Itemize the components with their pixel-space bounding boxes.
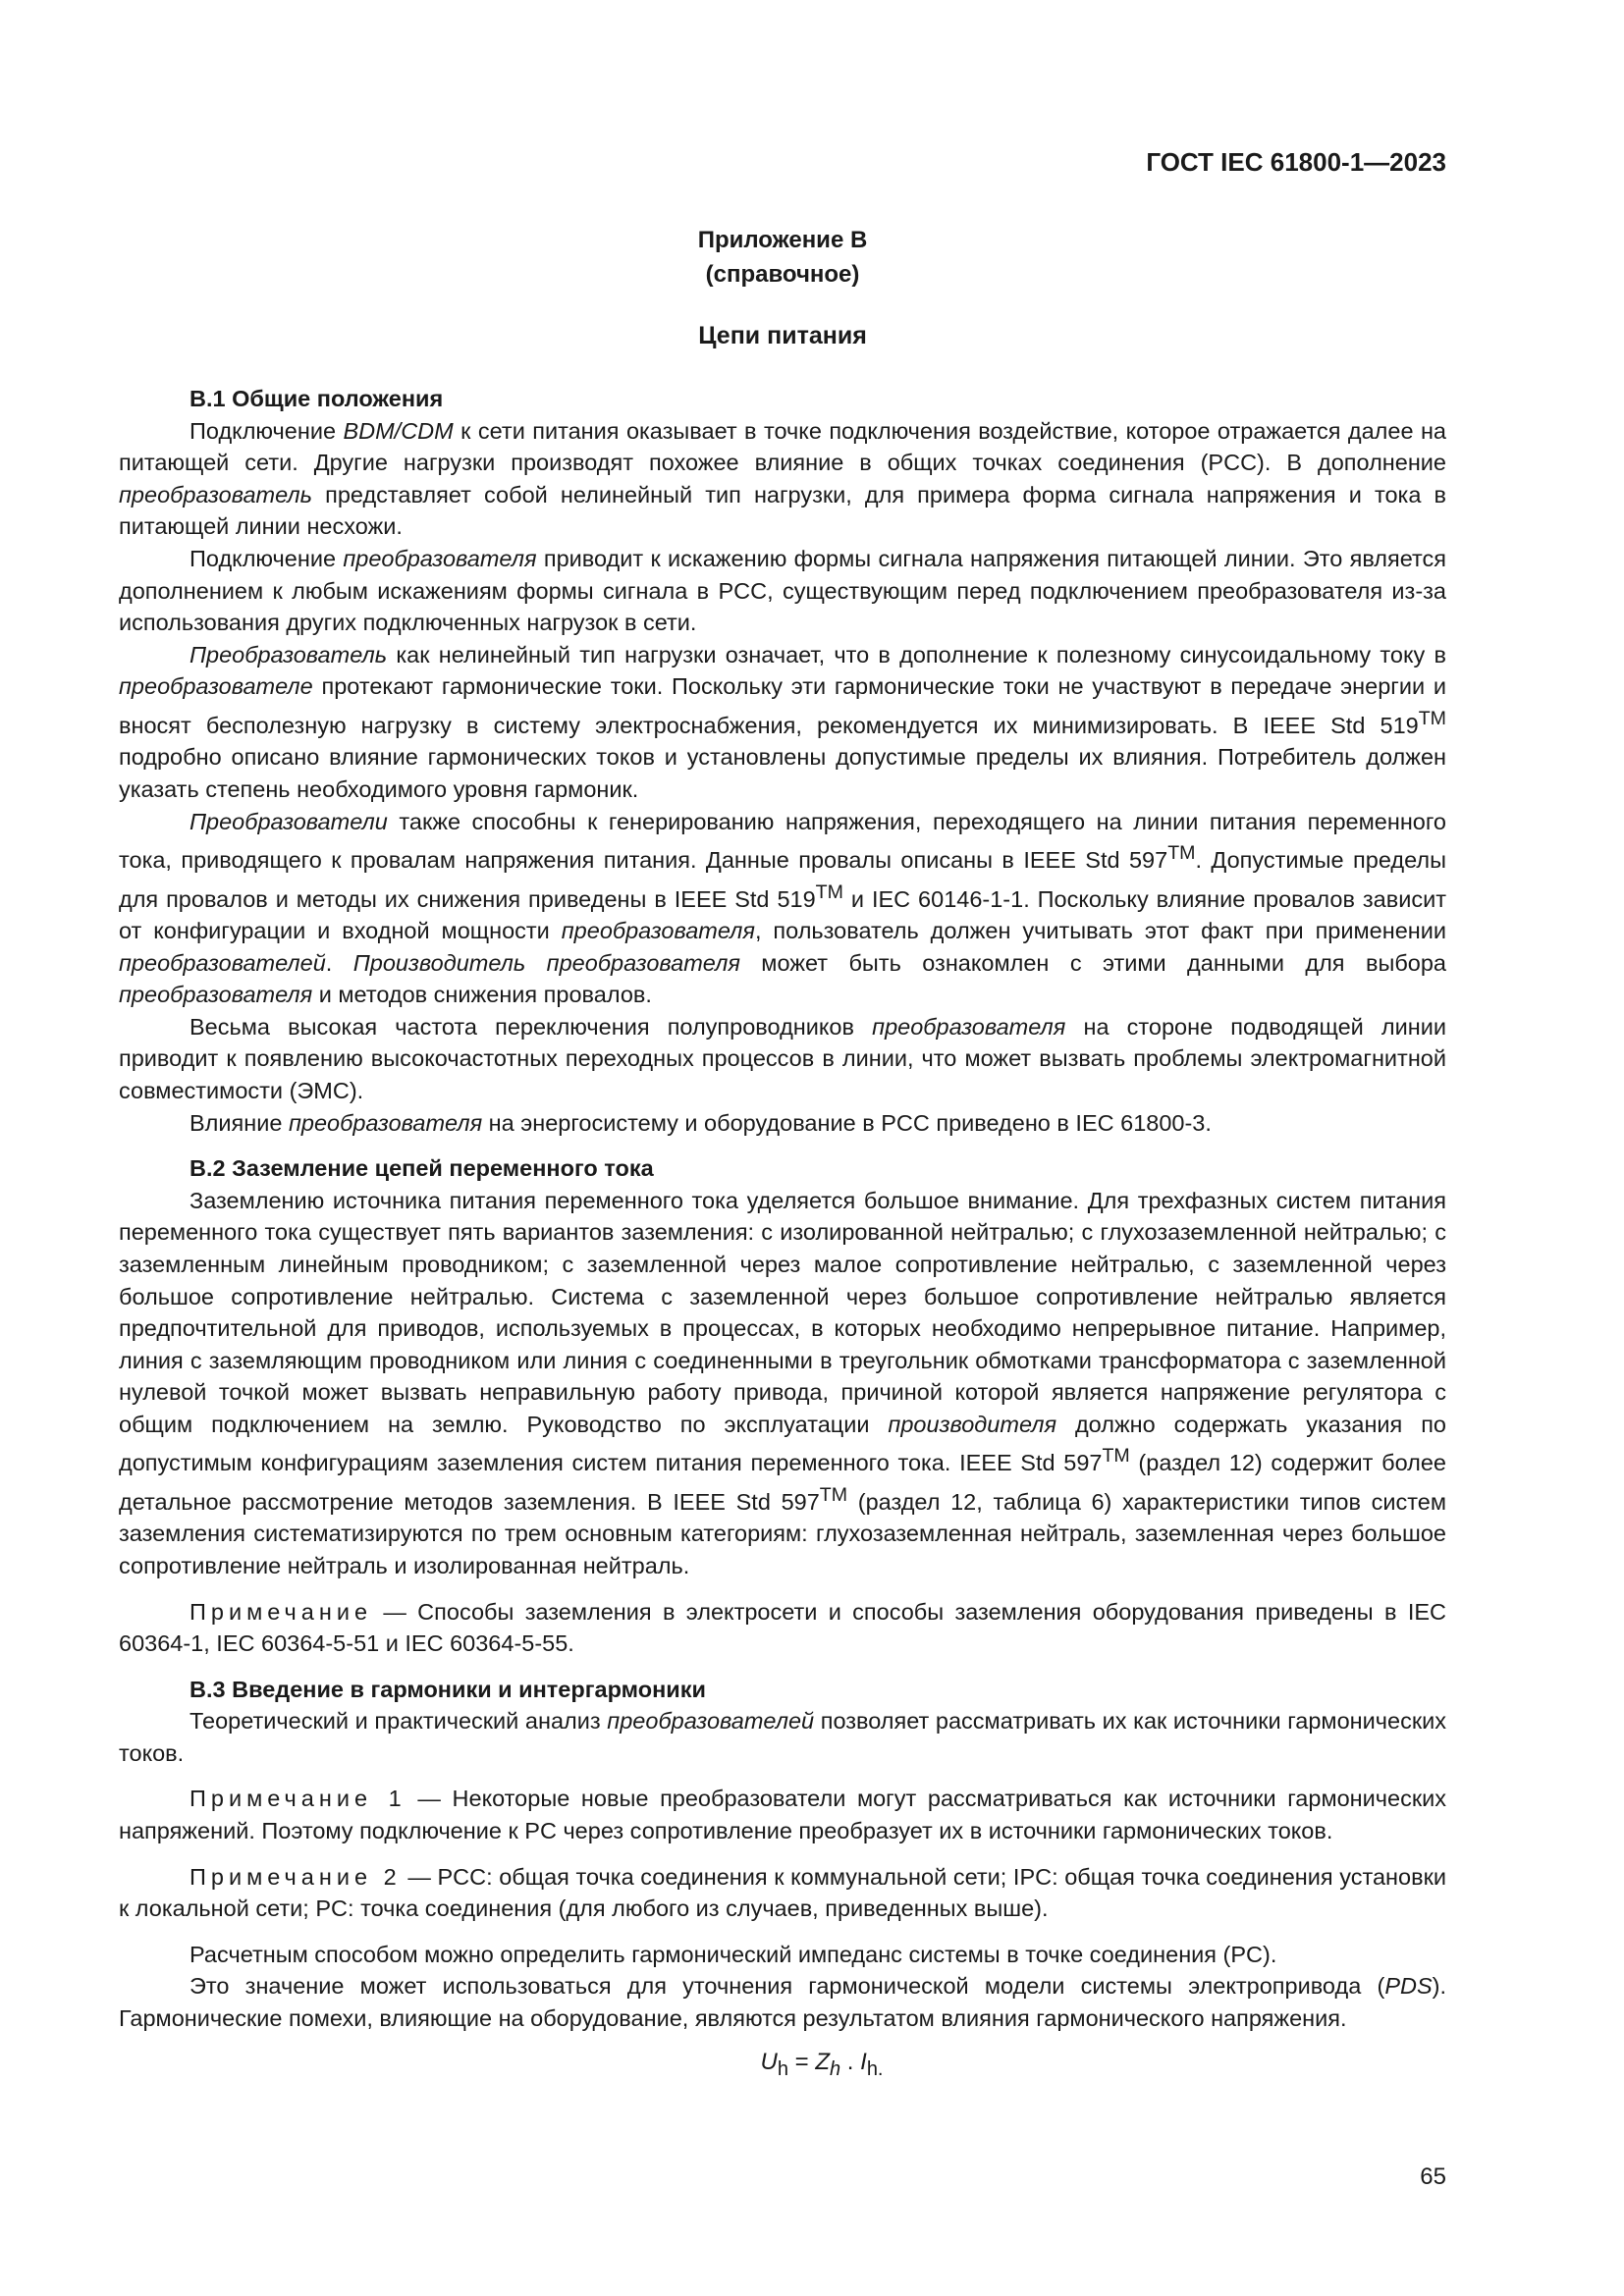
section-b2-heading: В.2 Заземление цепей переменного тока — [189, 1155, 654, 1182]
paragraph: Влияние преобразователя на энергосистему и оборудование в PCC приведено в IEC 61800-3. — [189, 1109, 1212, 1136]
note-text: — Некоторые новые преобразователи могут рассматриваться как источники гармонических напряжений. Поэтому подключение к PC через сопротивление преобразует их в источники гармонических токов. — [119, 1786, 1447, 1844]
note-text: — PCC: общая точка соединения к коммунальной сети; IPC: общая точка соединения установки к локальной сети; PC: точка соединения (для любого из случаев, приведенных выше). — [119, 1863, 1447, 1922]
note-2 — [119, 1861, 1446, 1925]
note-text: — Способы заземления в электросети и способы заземления оборудования приведены в IEC 60364-1, IEC 60364-5-51 и IEC 60364-5-55. — [119, 1598, 1446, 1657]
formula: $U_h = Z_h$ . $I_{h.}$ — [760, 2048, 884, 2080]
note-label: Примечание 2 — [189, 1863, 402, 1890]
paragraph: Заземлению источника питания переменного тока уделяется большое внимание. Для трехфазных систем питания переменного тока существует пять вариантов заземления: с изолированной нейтралью; с глухозаземленной нейтралью; с заземленным линейным проводником; с заземленной через малое сопротивление нейтралью, с заземленной через большое сопротивление нейтралью. Система с заземленной через большое сопротивление нейтралью является предпочтительной для приводов, используемых в процессах, в которых необходимо непрерывное питание. Например, линия с заземляющим проводником или линия с соединенными в треугольник обмотками трансформатора с заземленной нулевой точкой может вызвать неправильную работу привода, причиной которой является напряжение регулятора с общим подключением на землю. Руководство по эксплуатации производителя должно содержать указания по допустимым конфигурациям заземления систем питания переменного тока. IEEE Std 597™ (раздел 12) содержит более детальное рассмотрение методов заземления. В IEEE Std 597™ (раздел 12, таблица 6) характеристики типов систем заземления систематизируются по трем основным категориям: глухозаземленная нейтраль, заземленная через большое сопротивление нейтраль и изолированная нейтраль. — [119, 1187, 1446, 1578]
document-body — [119, 383, 1446, 2085]
paragraph: Весьма высокая частота переключения полупроводников преобразователя на стороне подводящей линии приводит к появлению высокочастотных переходных процессов в линии, что может вызвать проблемы электромагнитной совместимости (ЭМС). — [119, 1013, 1446, 1103]
section-b3-heading: В.3 Введение в гармоники и интергармоники — [189, 1676, 706, 1702]
paragraph: Подключение BDM/CDM к сети питания оказывает в точке подключения воздействие, которое отражается далее на питающей сети. Другие нагрузки производят похожее влияние в общих точках соединения (PCC). В дополнение преобразователь представляет собой нелинейный тип нагрузки, для примера форма сигнала напряжения и тока в питающей линии несхожи. — [119, 417, 1446, 540]
standard-id: ГОСТ IEC 61800-1—2023 — [1146, 147, 1446, 177]
paragraph: Преобразователь как нелинейный тип нагрузки означает, что в дополнение к полезному синусоидальному току в преобразователе протекают гармонические токи. Поскольку эти гармонические токи не участвуют в передаче энергии и вносят бесполезную нагрузку в систему электроснабжения, рекомендуется их минимизировать. В IEEE Std 519™ подробно описано влияние гармонических токов и установлены допустимые пределы их влияния. Потребитель должен указать степень необходимого уровня гармоник. — [119, 641, 1446, 802]
annex-type: (справочное) — [705, 261, 860, 288]
note-label: Примечание — [189, 1598, 373, 1625]
paragraph: Преобразователи также способны к генерированию напряжения, переходящего на линии питания переменного тока, приводящего к провалам напряжения питания. Данные провалы описаны в IEEE Std 597™. Допустимые пределы для провалов и методы их снижения приведены в IEEE Std 519™ и IEC 60146-1-1. Поскольку влияние провалов зависит от конфигурации и входной мощности преобразователя, пользователь должен учитывать этот факт при применении преобразователей. Производитель преобразователя может быть ознакомлен с этими данными для выбора преобразователя и методов снижения провалов. — [119, 808, 1447, 1008]
annex-title: Цепи питания — [698, 322, 867, 349]
note — [119, 1596, 1446, 1660]
annex-header — [119, 223, 1446, 292]
paragraph: Теоретический и практический анализ преобразователей позволяет рассматривать их как источники гармонических токов. — [119, 1708, 1446, 1766]
paragraph: Подключение преобразователя приводит к искажению формы сигнала напряжения питающей линии. Это является дополнением к любым искажениям формы сигнала в PCC, существующим перед подключением преобразователя из-за использования других подключенных нагрузок в сети. — [119, 545, 1446, 636]
paragraph: Это значение может использоваться для уточнения гармонической модели системы электропривода (PDS). Гармонические помехи, влияющие на оборудование, являются результатом влияния гармонического напряжения. — [119, 1973, 1446, 2032]
page-number: 65 — [1420, 2163, 1446, 2190]
note-1 — [119, 1783, 1446, 1846]
paragraph: Расчетным способом можно определить гармонический импеданс системы в точке соединения (PC). — [189, 1941, 1277, 1967]
section-b1-heading: В.1 Общие положения — [189, 386, 444, 411]
annex-label: Приложение В — [697, 227, 868, 253]
note-label: Примечание 1 — [189, 1786, 406, 1812]
